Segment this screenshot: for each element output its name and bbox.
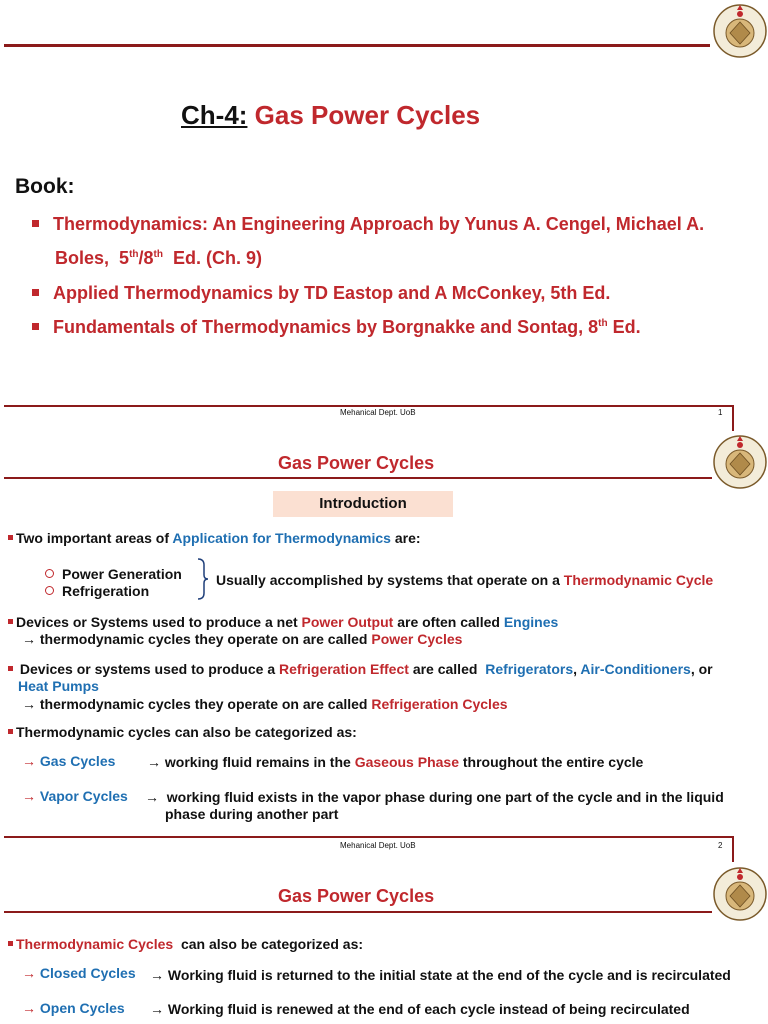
footer-dept-2: Mehanical Dept. UoB <box>340 841 416 850</box>
bullet-square-icon <box>32 289 39 296</box>
footer-dept-1: Mehanical Dept. UoB <box>340 408 416 417</box>
areas-line: Two important areas of Application for Thermodynamics are: <box>8 529 421 547</box>
university-seal-icon <box>712 864 768 924</box>
right-arrow-icon: → <box>145 789 159 805</box>
brace-icon <box>196 557 210 601</box>
circle-bullet-icon <box>45 569 54 578</box>
engines-line: Devices or Systems used to produce a net Power Output are often called Engines <box>8 613 558 631</box>
book-item-1: Thermodynamics: An Engineering Approach by Yunus A. Cengel, Michael A. <box>32 212 704 236</box>
bullet-square-icon <box>8 666 13 671</box>
bullet-square-icon <box>32 323 39 330</box>
book-item-1-cont: Boles, 5th/8th Ed. (Ch. 9) <box>55 248 262 268</box>
closed-cycles-description: → Working fluid is returned to the initial state at the end of the cycle and is recirculated <box>150 967 731 983</box>
bullet-square-icon <box>8 619 13 624</box>
bullet-square-icon <box>8 535 13 540</box>
book-item-2: Applied Thermodynamics by TD Eastop and A McConkey, 5th Ed. <box>32 281 610 305</box>
heat-pumps-line: Heat Pumps <box>18 678 99 694</box>
book-item-3: Fundamentals of Thermodynamics by Borgnakke and Sontag, 8th Ed. <box>32 315 641 339</box>
slide-3-categorized-line: Thermodynamic Cycles can also be categorized as: <box>8 935 363 953</box>
refrigeration-cycles-line: → thermodynamic cycles they operate on are called Refrigeration Cycles <box>22 696 508 712</box>
chapter-title: Gas Power Cycles <box>254 100 481 130</box>
university-seal-icon <box>712 0 768 62</box>
categorized-line: Thermodynamic cycles can also be categorized as: <box>8 723 357 741</box>
right-arrow-icon: → <box>22 1000 36 1016</box>
title-rule-2 <box>4 477 712 479</box>
university-seal-icon <box>712 432 768 492</box>
slide-1-title <box>181 98 480 132</box>
page-number-2: 2 <box>718 841 723 850</box>
power-cycles-line: → thermodynamic cycles they operate on are called Power Cycles <box>22 631 463 647</box>
title-rule-3 <box>4 911 712 913</box>
refrigerators-line: Devices or systems used to produce a Refrigeration Effect are called Refrigerators, Air-Conditioners, or <box>8 660 713 678</box>
introduction-box: Introduction <box>273 491 453 517</box>
gas-cycles-description: → working fluid remains in the Gaseous Phase throughout the entire cycle <box>147 754 644 770</box>
top-rule <box>4 44 710 47</box>
closed-cycles-label: → Closed Cycles <box>22 965 136 981</box>
gas-cycles-label: → Gas Cycles <box>22 753 116 769</box>
chapter-label: Ch-4: <box>181 100 248 130</box>
right-arrow-icon: → <box>22 788 36 804</box>
footer-rule-2 <box>4 836 732 838</box>
book-heading: Book: <box>15 175 75 198</box>
brace-description: Usually accomplished by systems that operate on a Thermodynamic Cycle <box>216 572 714 588</box>
option-power-generation: Power Generation <box>45 565 182 583</box>
open-cycles-description: → Working fluid is renewed at the end of each cycle instead of being recirculated <box>150 1001 690 1017</box>
circle-bullet-icon <box>45 586 54 595</box>
vapor-cycles-description: → working fluid exists in the vapor phase during one part of the cycle and in the liquid <box>145 789 724 805</box>
footer-rule-1-end <box>732 405 734 431</box>
right-arrow-icon: → <box>22 753 36 769</box>
open-cycles-label: → Open Cycles <box>22 1000 125 1016</box>
slide-2-title: Gas Power Cycles <box>278 453 435 473</box>
bullet-square-icon <box>8 729 13 734</box>
right-arrow-icon: → <box>22 965 36 981</box>
vapor-cycles-description-cont: phase during another part <box>165 806 339 822</box>
vapor-cycles-label: → Vapor Cycles <box>22 788 128 804</box>
bullet-square-icon <box>32 220 39 227</box>
footer-rule-2-end <box>732 836 734 862</box>
bullet-square-icon <box>8 941 13 946</box>
page-number-1: 1 <box>718 408 723 417</box>
slide-3-title: Gas Power Cycles <box>278 886 435 906</box>
option-refrigeration: Refrigeration <box>45 582 149 600</box>
